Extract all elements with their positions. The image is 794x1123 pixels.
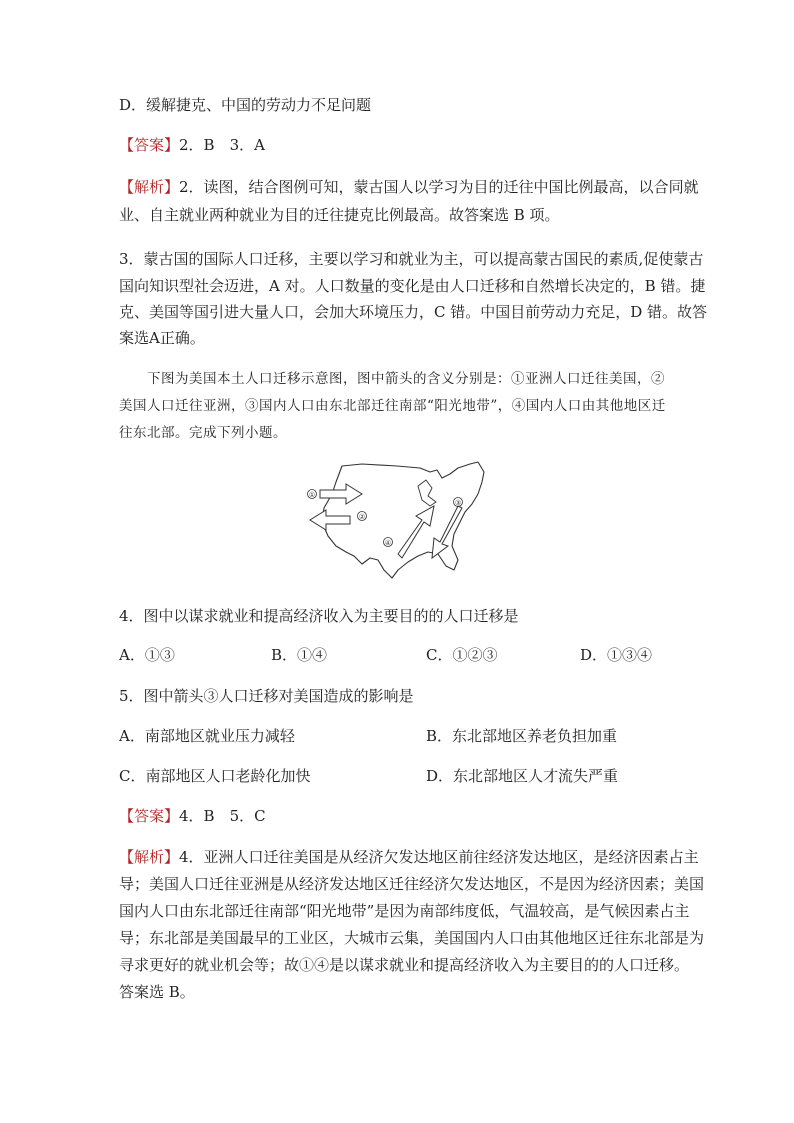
answer-line-1 (119, 135, 265, 155)
map-label-2: ② (358, 513, 366, 521)
intro-line-2: 美国人口迁往亚洲，③国内人口由东北部迁往南部“阳光地带”，④国内人口由其他地区迁 (119, 398, 666, 414)
q4-option-b: B．①④ (271, 646, 328, 664)
arrow-3 (432, 506, 462, 558)
q4-option-d: D．①③④ (580, 646, 653, 664)
analysis-text: 2．读图，结合图例可知，蒙古国人以学习为目的迁往中国比例最高，以合同就 (179, 178, 699, 196)
analysis-1-line-1 (119, 177, 699, 197)
analysis-2-line-1: 3．蒙古国的国际人口迁移，主要以学习和就业为主，可以提高蒙古国民的素质,促使蒙古 (119, 250, 704, 268)
arrow-2 (310, 510, 350, 530)
analysis-text: 4．亚洲人口迁往美国是从经济欠发达地区前往经济发达地区，是经济因素占主 (179, 848, 699, 866)
arrow-4 (398, 506, 434, 558)
answer-text: 2．B 3．A (179, 136, 265, 154)
analysis-tag: 【解析】 (119, 178, 180, 196)
arrow-1 (320, 484, 362, 504)
intro-line-3: 往东北部。完成下列小题。 (119, 425, 287, 441)
map-label-3: ③ (454, 499, 462, 507)
analysis-2-line-4: 案选A正确。 (119, 329, 205, 347)
q5-option-d: D．东北部地区人才流失严重 (426, 767, 619, 785)
q4-option-a: A．①③ (119, 646, 175, 664)
intro-line-1: 下图为美国本土人口迁移示意图，图中箭头的含义分别是：①亚洲人口迁往美国，② (147, 371, 665, 387)
analysis-tag: 【解析】 (119, 848, 180, 866)
map-label-1: ① (308, 491, 316, 499)
analysis-2-line-2: 国向知识型社会迈进，A 对。人口数量的变化是由人口迁移和自然增长决定的，B 错。捷 (119, 277, 706, 295)
q5-option-c: C．南部地区人口老龄化加快 (119, 767, 311, 785)
answer-line-2 (119, 806, 266, 826)
q5-stem: 5．图中箭头③人口迁移对美国造成的影响是 (119, 687, 414, 705)
q5-option-b: B．东北部地区养老负担加重 (426, 727, 618, 745)
analysis-3-line-4: 导；东北部是美国最早的工业区，大城市云集，美国国内人口由其他地区迁往东北部是为 (119, 929, 705, 947)
answer-tag: 【答案】 (119, 136, 180, 154)
q3-option-d: D．缓解捷克、中国的劳动力不足问题 (119, 96, 372, 114)
analysis-3-line-1 (119, 847, 699, 867)
analysis-3-line-6: 答案选 B。 (119, 983, 195, 1001)
analysis-2-line-3: 克、美国等国引进大量人口，会加大环境压力，C 错。中国目前劳动力充足，D 错。故答 (119, 303, 708, 321)
map-label-4: ④ (384, 539, 392, 547)
analysis-3-line-2: 导；美国人口迁往亚洲是从经济发达地区迁往经济欠发达地区，不是因为经济因素；美国 (119, 875, 705, 893)
answer-tag: 【答案】 (119, 807, 180, 825)
us-migration-map (302, 460, 492, 582)
great-lakes (418, 480, 436, 506)
analysis-3-line-5: 寻求更好的就业机会等；故①④是以谋求就业和提高经济收入为主要目的的人口迁移。 (119, 956, 690, 974)
q4-stem: 4．图中以谋求就业和提高经济收入为主要目的的人口迁移是 (119, 607, 519, 625)
q4-option-c: C．①②③ (426, 646, 498, 664)
analysis-3-line-3: 国内人口由东北部迁往南部“阳光地带”是因为南部纬度低，气温较高，是气候因素占主 (119, 902, 690, 920)
answer-text: 4．B 5．C (179, 807, 266, 825)
analysis-1-line-2: 业、自主就业两种就业为目的迁往捷克比例最高。故答案选 B 项。 (119, 206, 560, 224)
q5-option-a: A．南部地区就业压力减轻 (119, 727, 295, 745)
